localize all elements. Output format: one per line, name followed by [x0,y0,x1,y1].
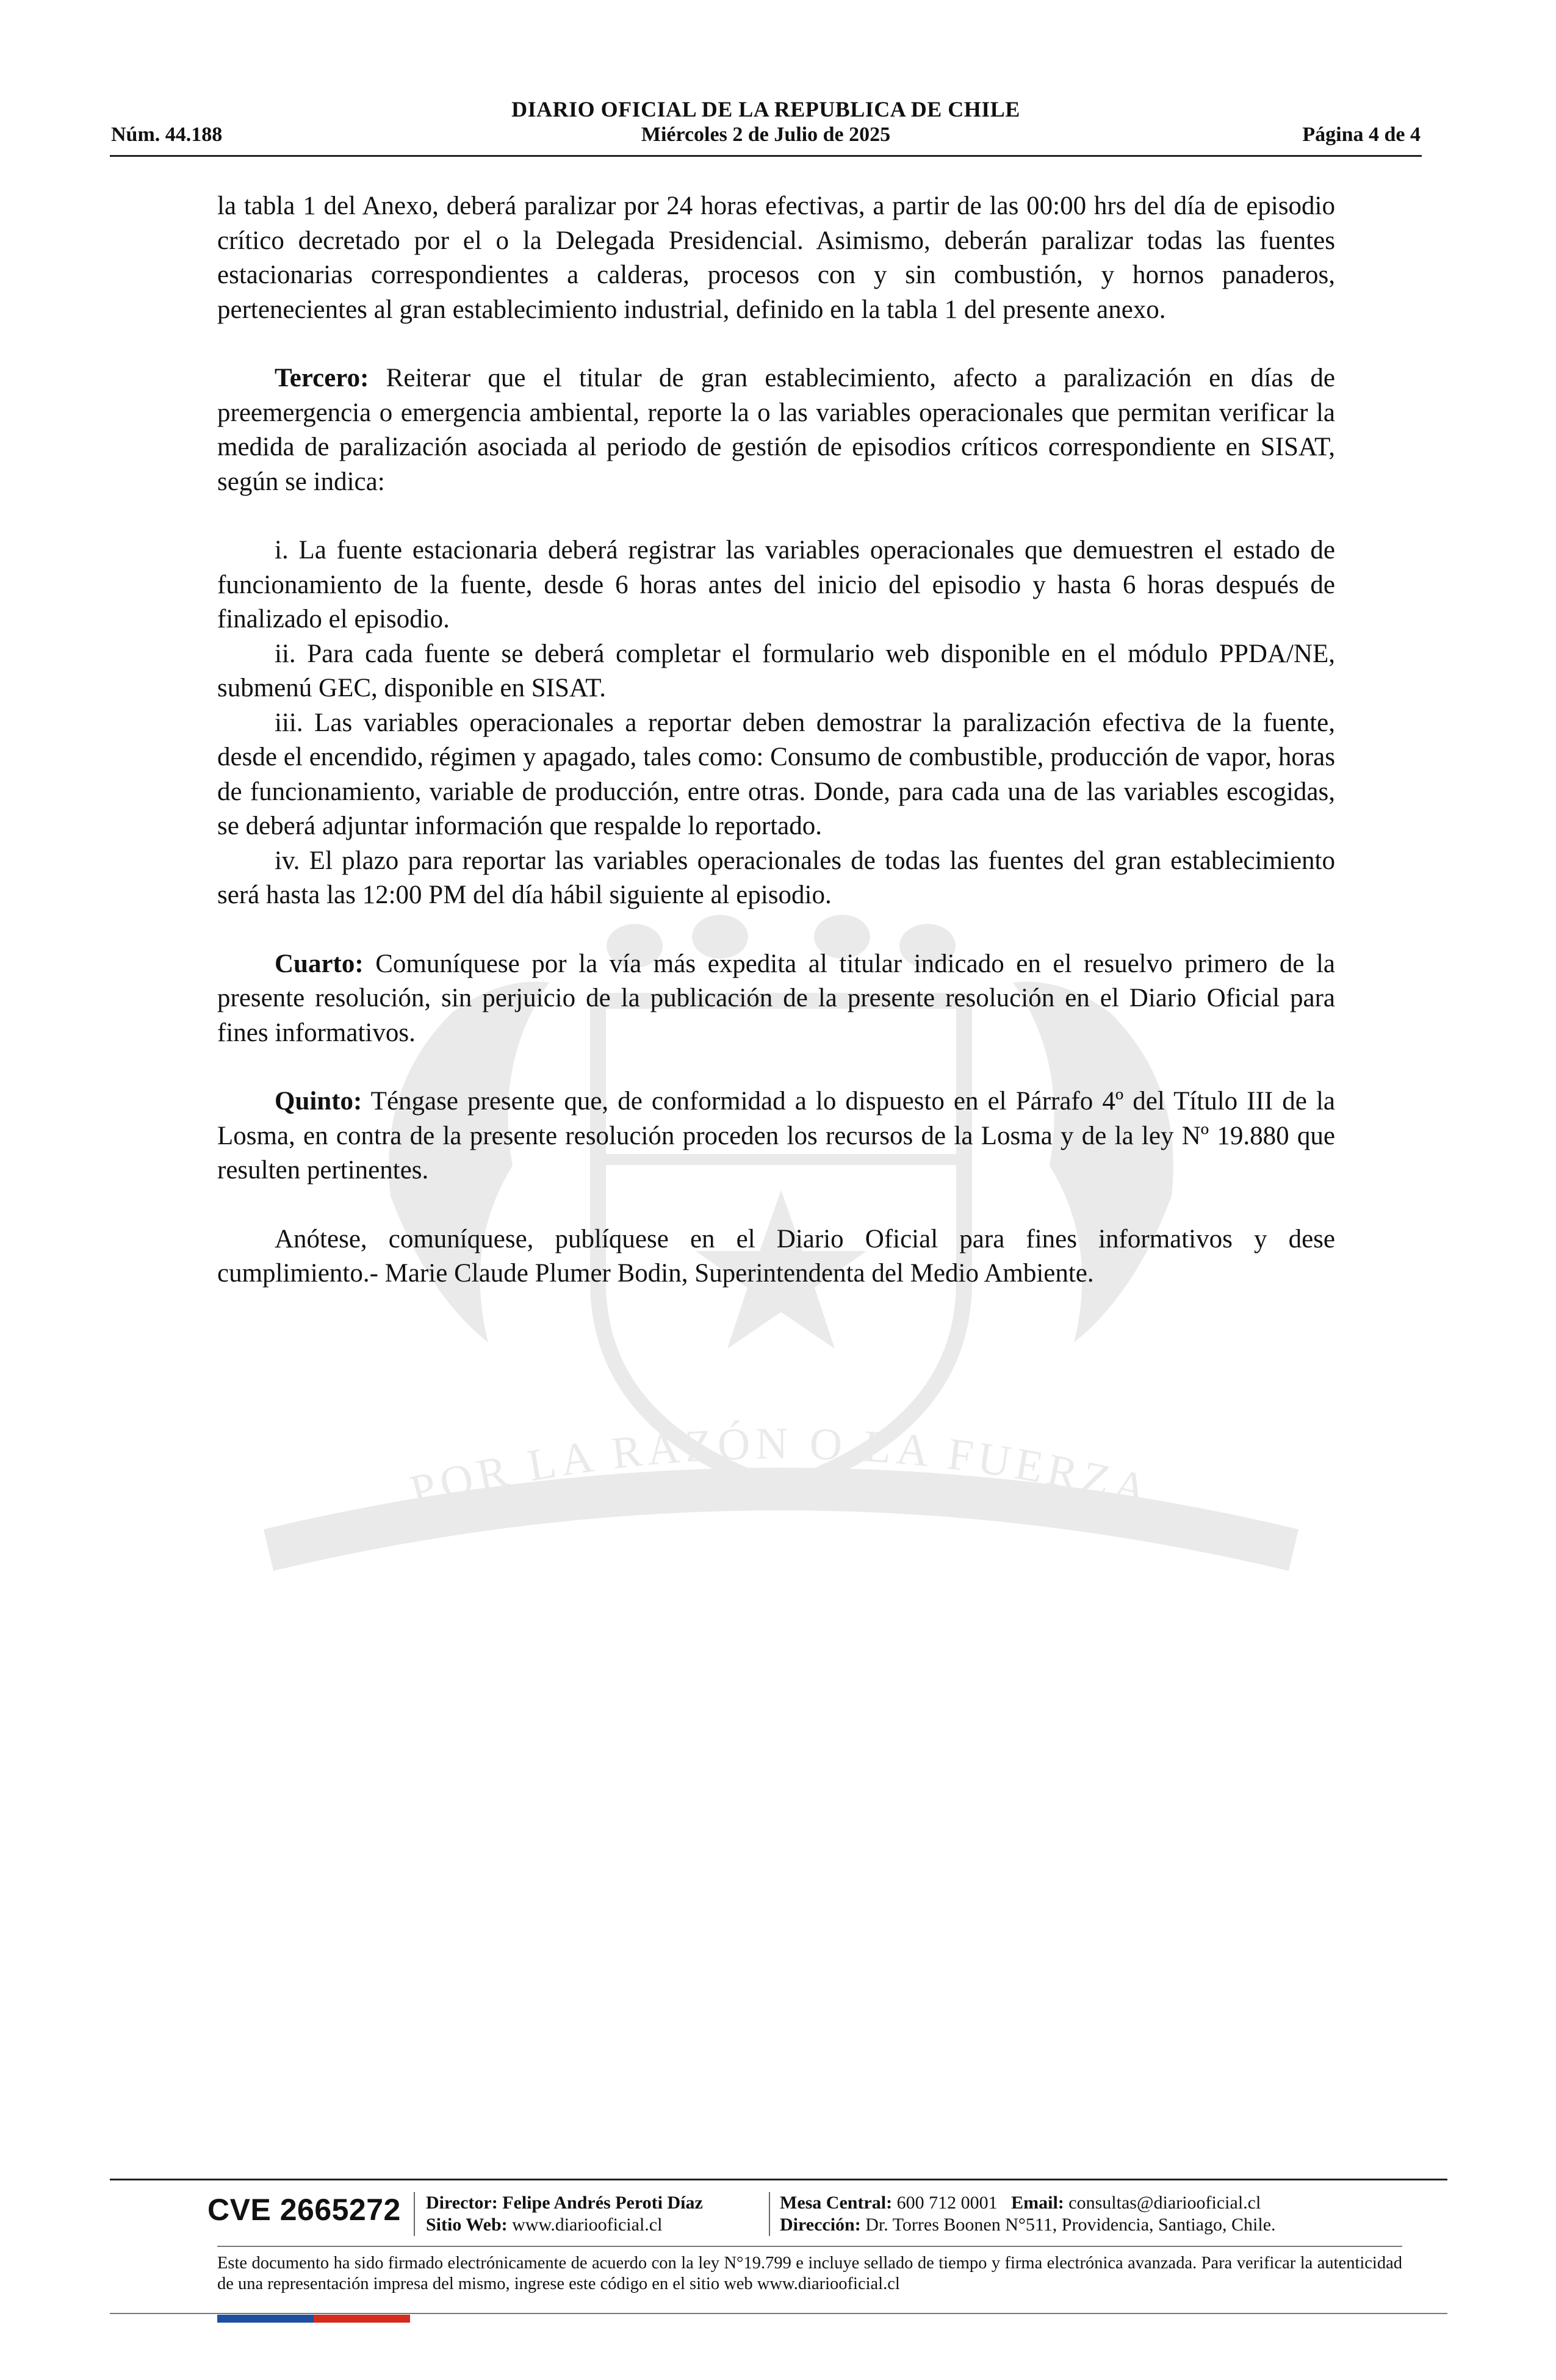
paragraph-tercero [217,361,1335,499]
header-divider [110,155,1422,157]
tercero-text: Reiterar que el titular de gran establecimiento, afecto a paralización en días de preemergencia o emergencia ambiental, reporte la o las variables operacionales que permitan verificar la medida de paralización asociada al periodo de gestión de episodios críticos correspondiente en SISAT, según se indica: [217,364,1335,496]
director-name: Felipe Andrés Peroti Díaz [502,2193,703,2213]
closing-paragraph: Anótese, comuníquese, publíquese en el Diario Oficial para fines informativos y dese cumplimiento.- Marie Claude Plumer Bodin, Superintendenta del Medio Ambiente. [217,1224,1335,1288]
legal-notice: Este documento ha sido firmado electrónicamente de acuerdo con la ley N°19.799 e incluye sellado de tiempo y firma electrónica avanzada. Para verificar la autenticidad de una representación impresa del mismo, ingrese este código en el sitio web www.diariooficial.cl [217,2254,1402,2293]
cuarto-text: Comuníquese por la vía más expedita al titular indicado en el resuelvo primero de la presente resolución, sin perjuicio de la publicación de la presente resolución en el Diario Oficial para fines informativos. [217,949,1335,1047]
cuarto-label: Cuarto: [275,949,364,978]
list-item-iii: iii. Las variables operacionales a reportar deben demostrar la paralización efectiva de la fuente, desde el encendido, régimen y apagado, tales como: Consumo de combustible, producción de vapor, horas de funcionamiento, variable de producción, entre otras. Donde, para cada una de las variables escogidas, se deberá adjuntar información que respalde lo reportado. [217,708,1335,840]
flag-red-stripe [314,2315,410,2323]
resolution-body [217,189,1335,1291]
footer-separator [414,2192,415,2236]
watermark-motto: POR LA RAZÓN O LA FUERZA [405,1418,1157,1517]
paragraph-quinto [217,1084,1335,1188]
cve-code: CVE 2665272 [207,2193,401,2227]
quinto-label: Quinto: [275,1087,362,1116]
issue-date: Miércoles 2 de Julio de 2025 [641,123,891,146]
mesa-phone: 600 712 0001 [896,2193,998,2213]
email-link[interactable]: consultas@diariooficial.cl [1068,2193,1261,2213]
director-label: Director: [426,2193,498,2213]
footer-separator [769,2192,770,2236]
footer-director-block [426,2192,703,2236]
list-item-iv: iv. El plazo para reportar las variables operacionales de todas las fuentes del gran establecimiento será hasta las 12:00 PM del día hábil siguiente al episodio. [217,846,1335,909]
chile-flag-bar [217,2315,410,2323]
footer-divider-top [110,2179,1447,2180]
paragraph-continuation: la tabla 1 del Anexo, deberá paralizar por 24 horas efectivas, a partir de las 00:00 hrs del día de episodio crítico decretado por el o la Delegada Presidencial. Asimismo, deberán paralizar todas las fuentes estacionarias correspondientes a calderas, procesos con y sin combustión, y hornos panaderos, pertenecientes al gran establecimiento industrial, definido en la tabla 1 del presente anexo. [217,192,1335,324]
flag-blue-stripe [217,2315,314,2323]
quinto-text: Téngase presente que, de conformidad a lo dispuesto en el Párrafo 4º del Título III de la Losma, en contra de la presente resolución proceden los recursos de la Losma y de la ley Nº 19.880 que resulten pertinentes. [217,1087,1335,1185]
site-label: Sitio Web: [426,2215,508,2235]
list-item-ii: ii. Para cada fuente se deberá completar el formulario web disponible en el módulo PPDA/NE, submenú GEC, disponible en SISAT. [217,639,1335,702]
footer-divider-mid [217,2246,1402,2247]
mesa-label: Mesa Central: [780,2193,893,2213]
list-item-i: i. La fuente estacionaria deberá registrar las variables operacionales que demuestren el estado de funcionamiento de la fuente, desde 6 horas antes del inicio del episodio y hasta 6 horas después de finalizado el episodio. [217,536,1335,633]
address-label: Dirección: [780,2215,861,2235]
address-value: Dr. Torres Boonen N°511, Providencia, Santiago, Chile. [865,2215,1276,2235]
paragraph-cuarto [217,947,1335,1051]
tercero-label: Tercero: [275,364,369,392]
page-indicator: Página 4 de 4 [1302,123,1421,146]
page-footer [110,2179,1447,2325]
footer-contact-block [780,2192,1276,2236]
page-header [110,92,1422,159]
issue-number: Núm. 44.188 [111,123,223,146]
footer-divider-bottom [110,2313,1447,2314]
email-label: Email: [1011,2193,1064,2213]
site-link[interactable]: www.diariooficial.cl [512,2215,663,2235]
publication-title: DIARIO OFICIAL DE LA REPUBLICA DE CHILE [511,97,1020,121]
